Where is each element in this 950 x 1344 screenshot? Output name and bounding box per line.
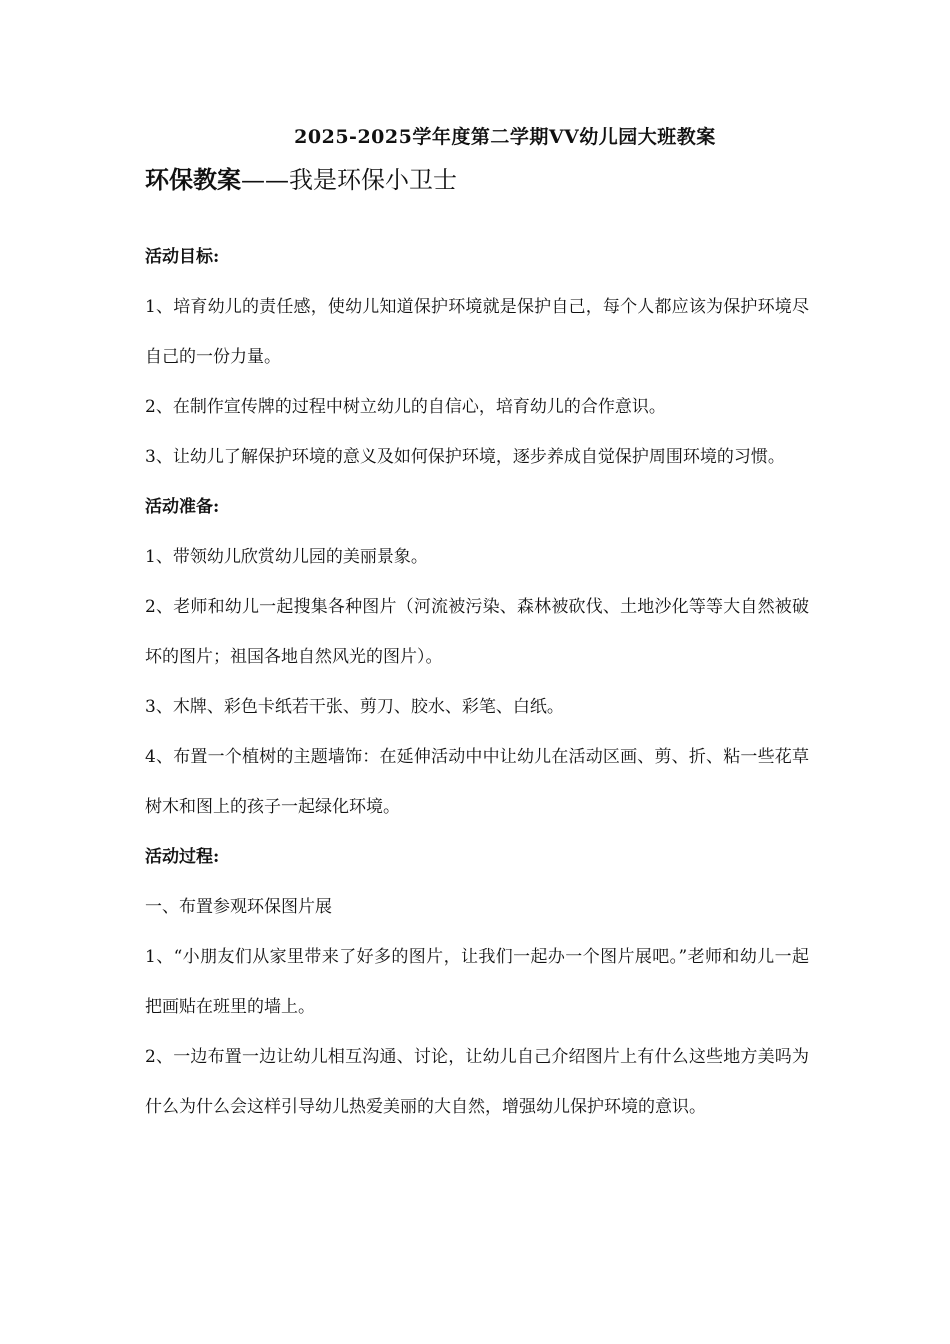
lesson-subject-category: 环保教案 xyxy=(145,165,241,194)
process-item: 2、一边布置一边让幼儿相互沟通、讨论，让幼儿自己介绍图片上有什么这些地方美吗为什么为什么会这样引导幼儿热爱美丽的大自然，增强幼儿保护环境的意识。 xyxy=(145,1047,809,1117)
lesson-subject xyxy=(145,160,457,195)
document-title: 2025-2025学年度第二学期VV幼儿园大班教案 xyxy=(294,126,716,148)
preparation-item: 3、木牌、彩色卡纸若干张、剪刀、胶水、彩笔、白纸。 xyxy=(145,697,564,717)
goal-item: 3、让幼儿了解保护环境的意义及如何保护环境，逐步养成自觉保护周围环境的习惯。 xyxy=(145,447,785,467)
process-subheading: 一、布置参观环保图片展 xyxy=(145,897,332,917)
document-body xyxy=(145,232,809,1132)
goal-item: 1、培育幼儿的责任感，使幼儿知道保护环境就是保护自己，每个人都应该为保护环境尽自己的一份力量。 xyxy=(145,297,809,367)
section-heading-goals: 活动目标: xyxy=(145,247,220,267)
preparation-item: 4、布置一个植树的主题墙饰：在延伸活动中中让幼儿在活动区画、剪、折、粘一些花草树木和图上的孩子一起绿化环境。 xyxy=(145,747,809,817)
process-item: 1、“小朋友们从家里带来了好多的图片，让我们一起办一个图片展吧。”老师和幼儿一起把画贴在班里的墙上。 xyxy=(145,947,809,1017)
preparation-item: 2、老师和幼儿一起搜集各种图片（河流被污染、森林被砍伐、土地沙化等等大自然被破坏的图片；祖国各地自然风光的图片）。 xyxy=(145,597,809,667)
section-heading-preparation: 活动准备: xyxy=(145,497,220,517)
preparation-item: 1、带领幼儿欣赏幼儿园的美丽景象。 xyxy=(145,547,428,567)
lesson-subject-topic: ——我是环保小卫士 xyxy=(241,166,457,194)
goal-item: 2、在制作宣传牌的过程中树立幼儿的自信心，培育幼儿的合作意识。 xyxy=(145,397,666,417)
section-heading-process: 活动过程: xyxy=(145,847,220,867)
